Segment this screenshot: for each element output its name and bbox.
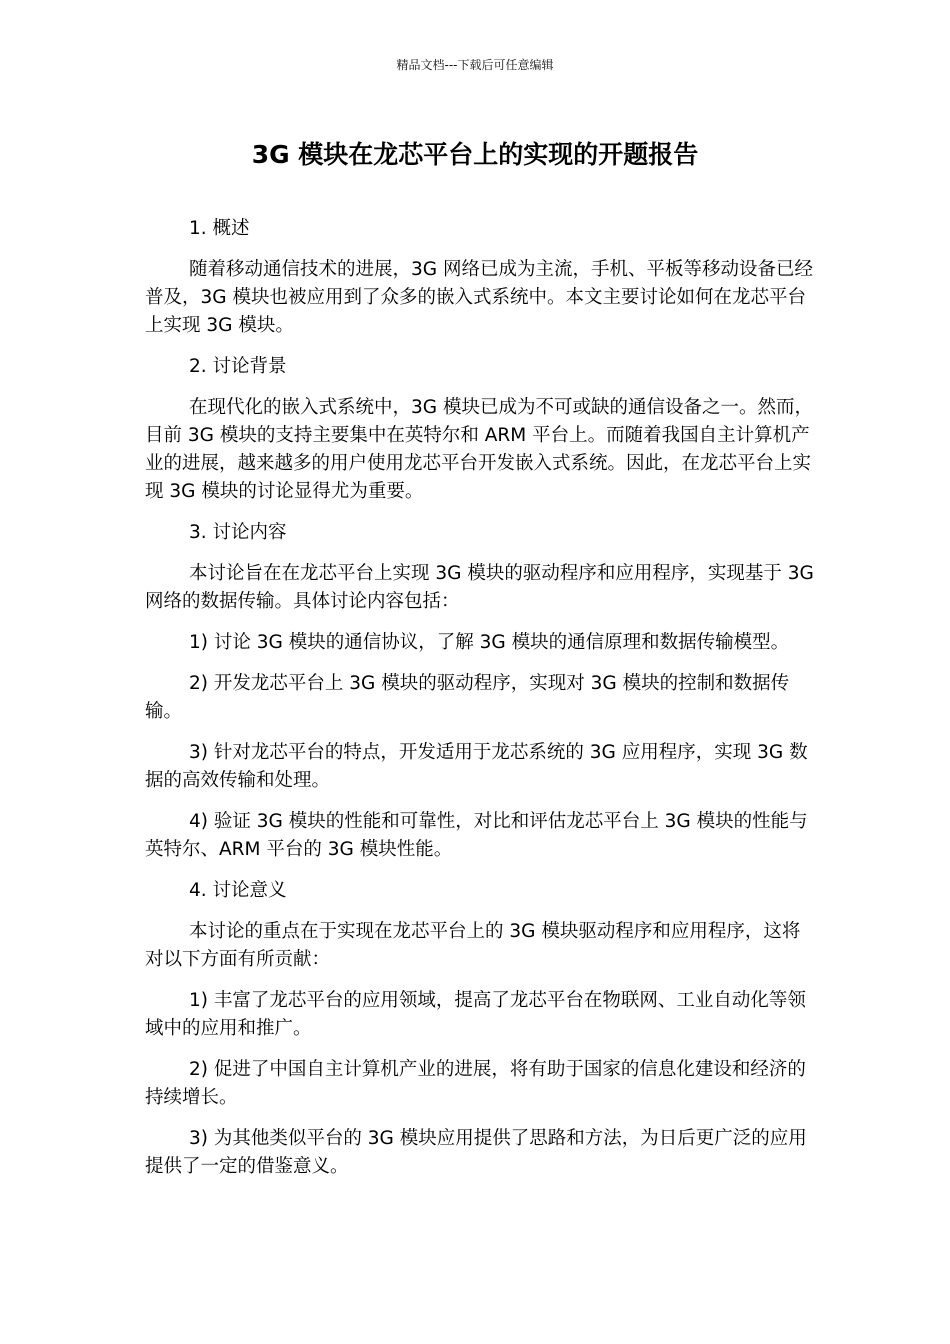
paragraph-overview: 随着移动通信技术的进展，3G 网络已成为主流，手机、平板等移动设备已经普及，3G 模块也被应用到了众多的嵌入式系统中。本文主要讨论如何在龙芯平台上实现 3G 模块。: [145, 259, 813, 336]
section-heading-content: 3. 讨论内容: [189, 522, 287, 543]
list-item-significance-1: 1) 丰富了龙芯平台的应用领域，提高了龙芯平台在物联网、工业自动化等领域中的应用和推广。: [145, 990, 806, 1039]
list-item-content-3: 3) 针对龙芯平台的特点，开发适用于龙芯系统的 3G 应用程序，实现 3G 数据的高效传输和处理。: [145, 742, 808, 791]
page-header: 精品文档---下载后可任意编辑: [396, 58, 554, 72]
section-heading-overview: 1. 概述: [189, 218, 250, 239]
list-item-significance-2: 2) 促进了中国自主计算机产业的进展，将有助于国家的信息化建设和经济的持续增长。: [145, 1059, 806, 1108]
document-title: 3G 模块在龙芯平台上的实现的开题报告: [251, 140, 699, 169]
list-item-significance-3: 3) 为其他类似平台的 3G 模块应用提供了思路和方法，为日后更广泛的应用提供了一定的借鉴意义。: [145, 1128, 807, 1177]
section-heading-background: 2. 讨论背景: [189, 356, 287, 377]
list-item-content-4: 4) 验证 3G 模块的性能和可靠性，对比和评估龙芯平台上 3G 模块的性能与英特尔、ARM 平台的 3G 模块性能。: [145, 811, 808, 860]
document-body: [145, 215, 815, 1194]
section-heading-significance: 4. 讨论意义: [189, 880, 287, 901]
paragraph-background: 在现代化的嵌入式系统中，3G 模块已成为不可或缺的通信设备之一。然而，目前 3G 模块的支持主要集中在英特尔和 ARM 平台上。而随着我国自主计算机产业的进展，越来越多的用户使用龙芯平台开发嵌入式系统。因此，在龙芯平台上实现 3G 模块的讨论显得尤为重要。: [145, 397, 813, 502]
paragraph-significance-intro: 本讨论的重点在于实现在龙芯平台上的 3G 模块驱动程序和应用程序，这将对以下方面有所贡献：: [145, 921, 801, 970]
list-item-content-2: 2) 开发龙芯平台上 3G 模块的驱动程序，实现对 3G 模块的控制和数据传输。: [145, 673, 790, 722]
paragraph-content-intro: 本讨论旨在在龙芯平台上实现 3G 模块的驱动程序和应用程序，实现基于 3G 网络的数据传输。具体讨论内容包括：: [145, 563, 814, 612]
list-item-content-1: 1) 讨论 3G 模块的通信协议，了解 3G 模块的通信原理和数据传输模型。: [189, 632, 790, 653]
